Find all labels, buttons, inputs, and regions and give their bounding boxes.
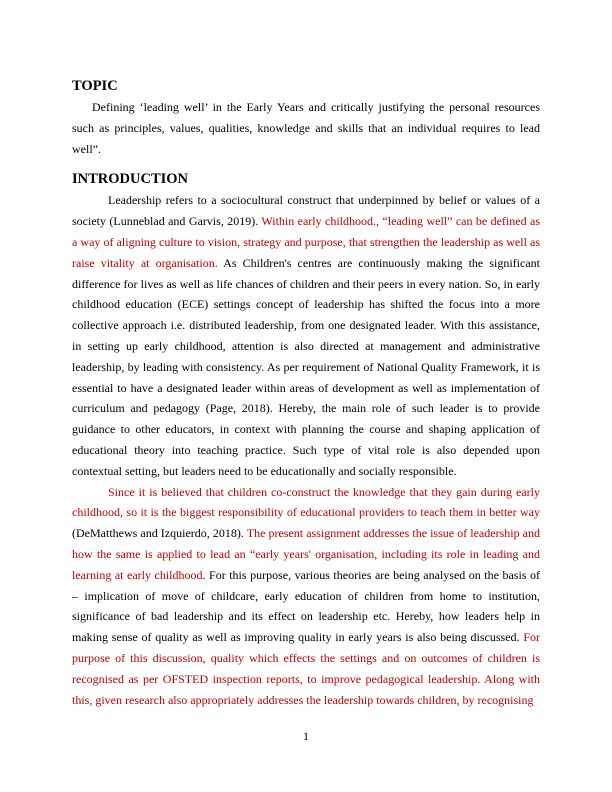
page-number: 1 (303, 729, 309, 743)
paragraph-2-highlight-1: Since it is believed that children co-construct the knowledge that they gain during early childhood, so it is the biggest responsibility of educational providers to teach them in better way (72, 484, 540, 520)
paragraph-2-highlight-3: For purpose of this discussion, quality which effects the settings and on outcomes of children is recognised as per OFSTED inspection reports, to improve pedagogical leadership. Along with this, given research also appropriately addresses the leadership towards children, by recognising (72, 630, 540, 707)
paragraph-1-sentence-1: Leadership refers to a sociocultural construct that underpinned by belief or values of a society (Lunneblad and Garvis, 2019). (72, 193, 540, 229)
topic-heading: TOPIC (72, 78, 118, 94)
introduction-heading: INTRODUCTION (72, 171, 189, 188)
paragraph-2-highlight-2: The present assignment addresses the issue of leadership and how the same is applied to lead an “early years' organisation, including its role in leading and learning at early childhood (72, 526, 540, 582)
introduction-paragraph-1 (72, 190, 540, 481)
introduction-paragraph-2 (72, 482, 540, 711)
paragraph-2-sentence-4: . For this purpose, various theories are being analysed on the basis of – implication of move of childcare, early education of children from home to institution, significance of bad leadership and its effect on leadership etc. Hereby, how leaders help in making sense of quality as well as improving quality in early years is also being discussed. (72, 567, 541, 645)
paragraph-1-highlight: Within early childhood., “leading well” can be defined as a way of aligning culture to vision, strategy and purpose, that strengthen the leadership as well as raise vitality at organisation. (72, 214, 540, 270)
paragraph-2-citation: (DeMatthews and Izquierdo, 2018). (72, 526, 247, 541)
paragraph-1-sentence-3: As Children's centres are continuously making the significant difference for lives as well as life chances of children and their peers in every nation. So, in early childhood education (ECE) settings concept of leadership has shifted the focus into a more collective approach i.e. distributed leadership, from one designated leader. With this assistance, in setting up early childhood, attention is also directed at management and administrative leadership, by leading with consistency. As per requirement of National Quality Framework, it is essential to have a designated leader within areas of development as well as implementation of curriculum and pedagogy (Page, 2018). Hereby, the main role of such leader is to provide guidance to other educators, in context with planning the course and shaping application of educational theory into teaching practice. Such type of vital role is also depended upon contextual setting, but leaders need to be educationally and socially responsible. (72, 255, 540, 478)
topic-text: Defining ‘leading well’ in the Early Years and critically justifying the personal resources such as principles, values, qualities, knowledge and skills that an individual requires to lead well”. (72, 100, 540, 156)
page-content (72, 76, 540, 710)
